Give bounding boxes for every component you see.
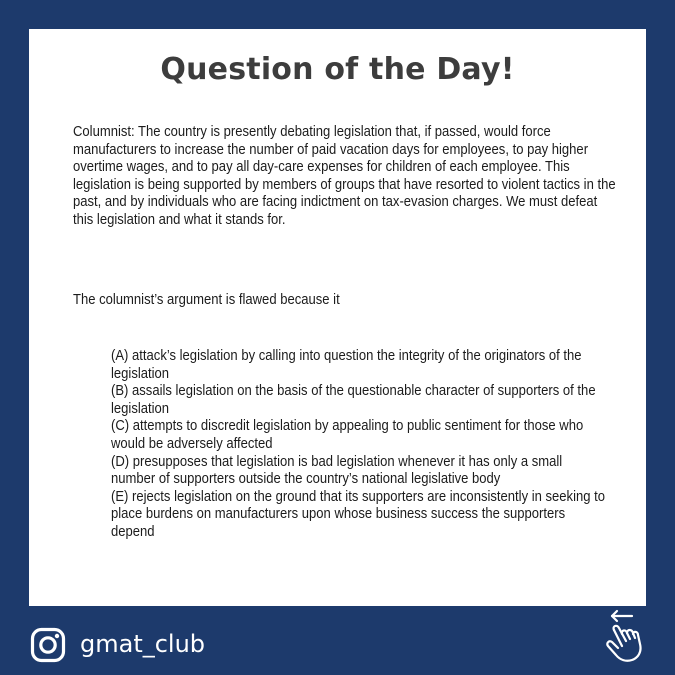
option-d: (D) presupposes that legislation is bad legislation whenever it has only a small number of supporters outside the country’s national legislative body	[111, 453, 563, 488]
question-stem: The columnist’s argument is flawed because it	[73, 292, 340, 308]
answer-options	[111, 348, 608, 542]
option-b: (B) assails legislation on the basis of the questionable character of supporters of the legislation	[111, 383, 596, 417]
option-e: (E) rejects legislation on the ground that its supporters are inconsistently in seeking to place burdens on manufacturers upon whose business success the supporters depend	[111, 488, 606, 540]
page-title: Question of the Day!	[160, 52, 515, 87]
instagram-handle: gmat_club	[80, 630, 206, 658]
instagram-icon	[30, 627, 66, 663]
option-c: (C) attempts to discredit legislation by appealing to public sentiment for those who would be adversely affected	[111, 418, 584, 452]
swipe-hand-icon	[600, 608, 650, 666]
passage-text: Columnist: The country is presently debating legislation that, if passed, would force manufacturers to increase the number of paid vacation days for employees, to pay higher overtime wages, and to pay all day-care expenses for children of each employee. This legislation is being supported by members of groups that have resorted to violent tactics in the past, and by individuals who are facing indictment on tax-evasion charges. We must defeat this legislation and what it stands for.	[73, 124, 616, 228]
option-a: (A) attack’s legislation by calling into question the integrity of the originators of the legislation	[111, 348, 582, 382]
